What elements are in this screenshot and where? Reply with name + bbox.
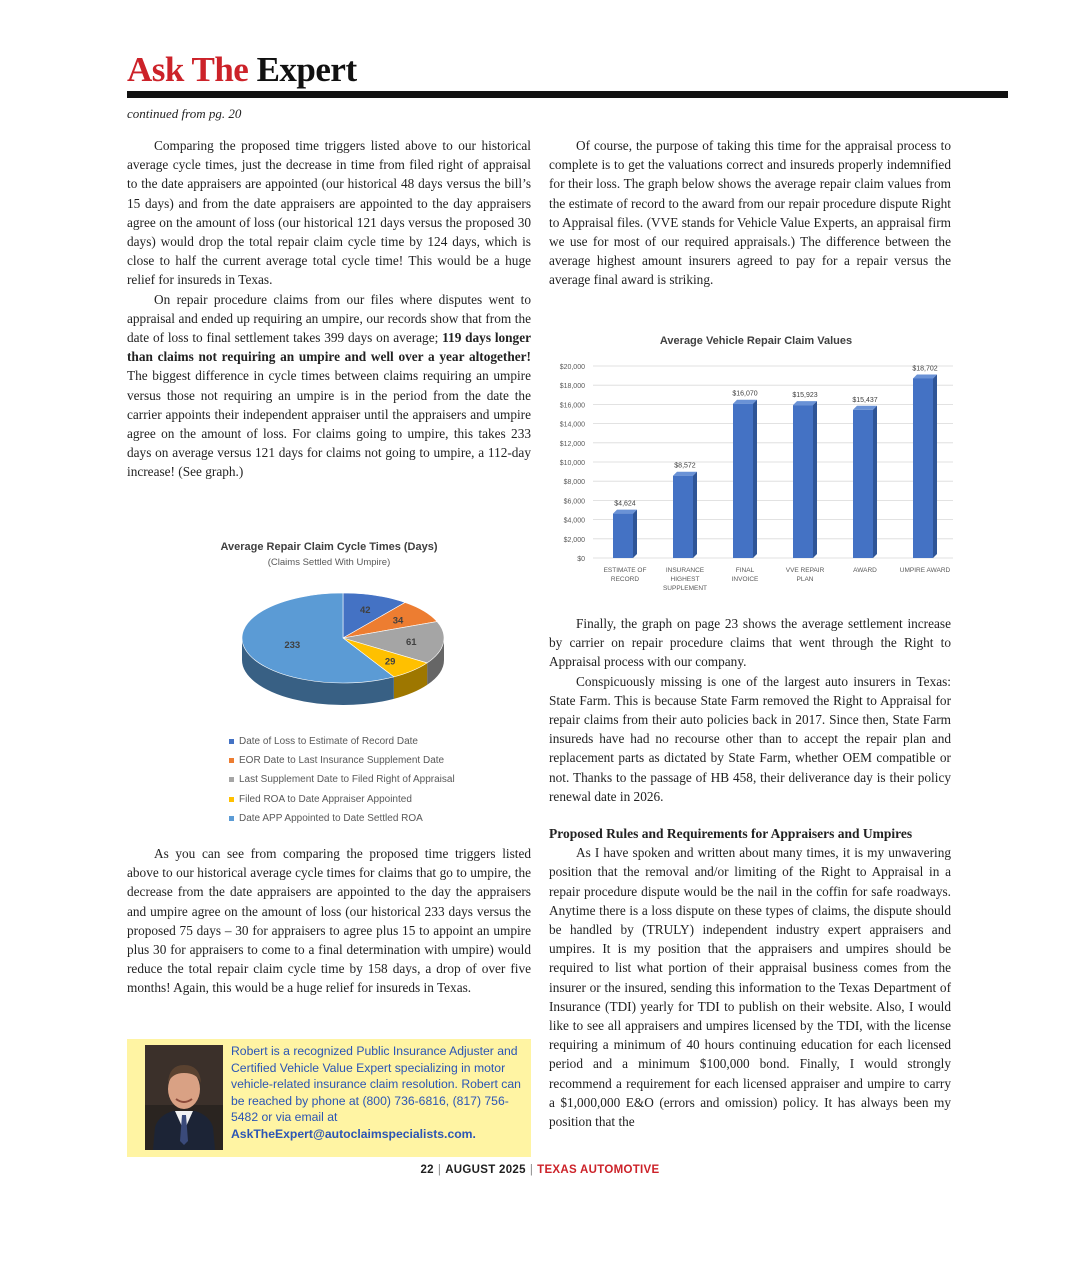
pie-data-label: 61 — [406, 637, 417, 649]
magazine-name: TEXAS AUTOMOTIVE — [537, 1164, 660, 1176]
bar-value-label: $15,437 — [852, 396, 878, 404]
bar-side — [873, 406, 877, 558]
x-category-label: SUPPLEMENT — [662, 585, 708, 592]
legend-swatch — [229, 758, 234, 763]
bar-side — [633, 510, 637, 558]
footer-separator: | — [529, 1164, 534, 1176]
legend-item — [229, 809, 455, 828]
bar-top — [733, 400, 757, 404]
bio-email-link[interactable]: AskTheExpert@autoclaimspecialists.com. — [231, 1126, 476, 1141]
left-column-text — [127, 136, 531, 482]
x-category-label: FINAL — [735, 567, 755, 574]
paragraph — [127, 290, 531, 482]
right-column-text-lower — [549, 824, 951, 1131]
paragraph: Of course, the purpose of taking this time for the appraisal process to complete is to get the valuations correct and insureds properly indemnified for their loss. The graph below shows the average repair claim values from the estimate of record to the award from our repair procedure dispute Right to Appraisal files. (VVE stands for Vehicle Value Experts, an appraisal firm we use for most of our required appraisals.) The difference between the average highest amount insurers agreed to pay for a repair versus the average final award is striking. — [549, 138, 951, 288]
bar-top — [913, 374, 937, 378]
y-tick-label: $20,000 — [559, 364, 585, 371]
pie-data-label: 233 — [284, 640, 301, 652]
paragraph: Comparing the proposed time triggers listed above to our historical average cycle times, just the decrease in time from filed right of appraisal to the date appraisers are appointed (our historical 48 days versus the bill’s 15 days) and from the date appraisers are appointed to the day appraisers agree on the amount of loss (our historical 121 days versus the proposed 30 days) would drop the total repair claim cycle time by 124 days, which is close to half the current average total cycle time! This would be a huge relief for insureds in Texas. — [127, 138, 531, 288]
y-tick-label: $10,000 — [559, 460, 585, 467]
bar-side — [813, 401, 817, 558]
title-red: Ask The — [127, 50, 249, 89]
pie-data-label: 34 — [392, 615, 404, 627]
page-number: 22 — [420, 1164, 434, 1176]
y-tick-label: $18,000 — [559, 383, 585, 391]
y-tick-label: $4,000 — [563, 517, 585, 525]
pie-legend — [229, 732, 455, 828]
y-tick-label: $8,000 — [563, 479, 585, 487]
left-column-text-lower — [127, 844, 531, 998]
bar — [853, 410, 873, 558]
author-bio — [231, 1043, 527, 1143]
paragraph-part: On repair procedure claims from our files where disputes went to appraisal and ended up requiring an umpire, our records show that from the date of loss to final settlement takes 399 days on average; — [127, 291, 531, 346]
y-tick-label: $16,000 — [559, 402, 585, 410]
y-tick-label: $14,000 — [559, 421, 585, 429]
legend-swatch — [229, 797, 234, 802]
bar-value-label: $18,702 — [912, 365, 938, 373]
footer-separator: | — [437, 1164, 442, 1176]
bar-value-label: $16,070 — [732, 390, 758, 398]
x-category-label: HIGHEST — [670, 576, 700, 583]
bar-value-label: $4,624 — [614, 500, 636, 508]
x-category-label: PLAN — [796, 576, 814, 583]
legend-swatch — [229, 739, 234, 744]
x-category-label: ESTIMATE OF — [603, 567, 647, 574]
bar-side — [753, 400, 757, 558]
legend-item — [229, 770, 455, 789]
bar-yticks — [560, 364, 585, 563]
legend-swatch — [229, 777, 234, 782]
header-rule — [127, 91, 1008, 98]
x-category-label: UMPIRE AWARD — [899, 567, 951, 574]
bar-chart — [549, 328, 959, 598]
y-tick-label: $0 — [577, 556, 585, 563]
legend-item — [229, 732, 455, 751]
paragraph: As you can see from comparing the proposed time triggers listed above to our historical average cycle times for claims that go to umpire, the decrease from the date appraisers are appointed to the day the appraisers and umpire agree on the amount of loss (our historical 233 days versus the proposed 75 days – 30 for appraisers to agree plus 15 to appoint an umpire plus 30 for appraisers to come to a final determination with umpire) would reduce the total repair claim cycle time by 158 days, a drop of over five months! Again, this would be a huge relief for insureds in Texas. — [127, 846, 531, 996]
legend-label: Filed ROA to Date Appraiser Appointed — [239, 793, 412, 805]
bar-categories — [604, 567, 951, 592]
issue-date: AUGUST 2025 — [445, 1164, 526, 1176]
page-footer — [0, 1164, 1080, 1176]
bar — [793, 405, 813, 558]
x-category-label: VVE REPAIR — [785, 567, 825, 574]
x-category-label: INSURANCE — [665, 567, 705, 574]
y-tick-label: $2,000 — [563, 536, 585, 544]
legend-label: Date APP Appointed to Date Settled ROA — [239, 812, 423, 824]
y-tick-label: $6,000 — [563, 498, 585, 506]
pie-chart-subtitle: (Claims Settled With Umpire) — [267, 557, 391, 568]
bar — [673, 476, 693, 558]
bar — [913, 378, 933, 558]
x-category-label: AWARD — [853, 567, 877, 574]
legend-item — [229, 751, 455, 770]
continued-note: continued from pg. 20 — [127, 106, 242, 121]
bar-grid — [593, 366, 953, 558]
bar-values — [614, 365, 937, 507]
bar-top — [853, 406, 877, 410]
bar-top — [613, 510, 637, 514]
emphasis-text: 119 days longer than claims not requiring an umpire and well over a year altogether! — [127, 330, 532, 365]
author-photo — [145, 1045, 223, 1150]
legend-label: Last Supplement Date to Filed Right of Appraisal — [239, 774, 455, 786]
paragraph-part: The biggest difference in cycle times between claims requiring an umpire versus those not requiring an umpire is in the period from the date the carrier appoints their independent appraiser until the appraisers and umpire agree on the amount of loss. For claims going to umpire, this takes 233 days on average versus 121 days for claims not going to umpire, a 112-day increase! (See graph.) — [127, 368, 531, 480]
bar-side — [933, 374, 937, 558]
paragraph: As I have spoken and written about many times, it is my unwavering position that the removal and/or limiting of the Right to Appraisal in a repair procedure dispute would be the nail in the coffin for safe roadways. Anytime there is a loss dispute on these types of claims, the dispute should be handled by (TRULY) independent industry expert appraisers and umpires. It is my position that the appraisers and umpires should be required to list what portion of their appraisal business comes from the insurer or the insured, sending this information to the Texas Department of Insurance (TDI) yearly for TDI to publish on their website. Also, I would like to see all appraisers and umpires licensed by the TDI, with the license requiring a minimum of 40 hours continuing education for each licensed period and a minimum $100,000 bond. Finally, I would strongly recommend a requirement for each licensed appraiser and umpire to carry a $1,000,000 E&O (errors and omission) policy. It has always been my position that the — [549, 845, 951, 1130]
right-column-text — [549, 136, 951, 290]
bar — [613, 514, 633, 558]
x-category-label: INVOICE — [731, 576, 759, 583]
legend-label: Date of Loss to Estimate of Record Date — [239, 736, 418, 748]
pie-data-label: 42 — [360, 605, 371, 617]
y-tick-label: $12,000 — [559, 440, 585, 448]
pie-data-label: 29 — [384, 656, 396, 668]
bar-top — [793, 401, 817, 405]
page-title — [127, 50, 357, 90]
paragraph: Finally, the graph on page 23 shows the average settlement increase by carrier on repair procedure claims that went through the Right to Appraisal process with our company. — [549, 616, 951, 670]
title-black: Expert — [256, 50, 357, 89]
right-column-text-middle — [549, 614, 951, 806]
pie-chart — [127, 575, 531, 725]
legend-item — [229, 790, 455, 809]
bar-bars — [613, 374, 937, 558]
bar-top — [673, 472, 697, 476]
paragraph: Conspicuously missing is one of the largest auto insurers in Texas: State Farm. This is because State Farm removed the Right to Appraisal for repair claims from their auto policies back in 2017. Since then, State Farm insureds have had no recourse other than to accept the repair plan and replacement parts as dictated by State Farm, whether OEM compatible or not. Thanks to the passage of HB 458, their deliverance day is their policy renewal date in 2026. — [549, 673, 951, 804]
legend-label: EOR Date to Last Insurance Supplement Date — [239, 755, 445, 767]
bar-chart-title: Average Vehicle Repair Claim Values — [659, 335, 853, 347]
pie-chart-title: Average Repair Claim Cycle Times (Days) — [220, 541, 438, 553]
bar-side — [693, 472, 697, 558]
bio-text: Robert is a recognized Public Insurance Adjuster and Certified Vehicle Value Expert specializing in motor vehicle-related insurance claim resolution. Robert can be reached by phone at (800) 736-6816, (817) 756-5482 or via email at — [231, 1044, 521, 1125]
bar — [733, 404, 753, 558]
bar-value-label: $15,923 — [792, 392, 818, 400]
legend-swatch — [229, 816, 234, 821]
bar-value-label: $8,572 — [674, 462, 696, 470]
x-category-label: RECORD — [610, 576, 640, 583]
section-heading: Proposed Rules and Requirements for Appraisers and Umpires — [549, 826, 913, 841]
